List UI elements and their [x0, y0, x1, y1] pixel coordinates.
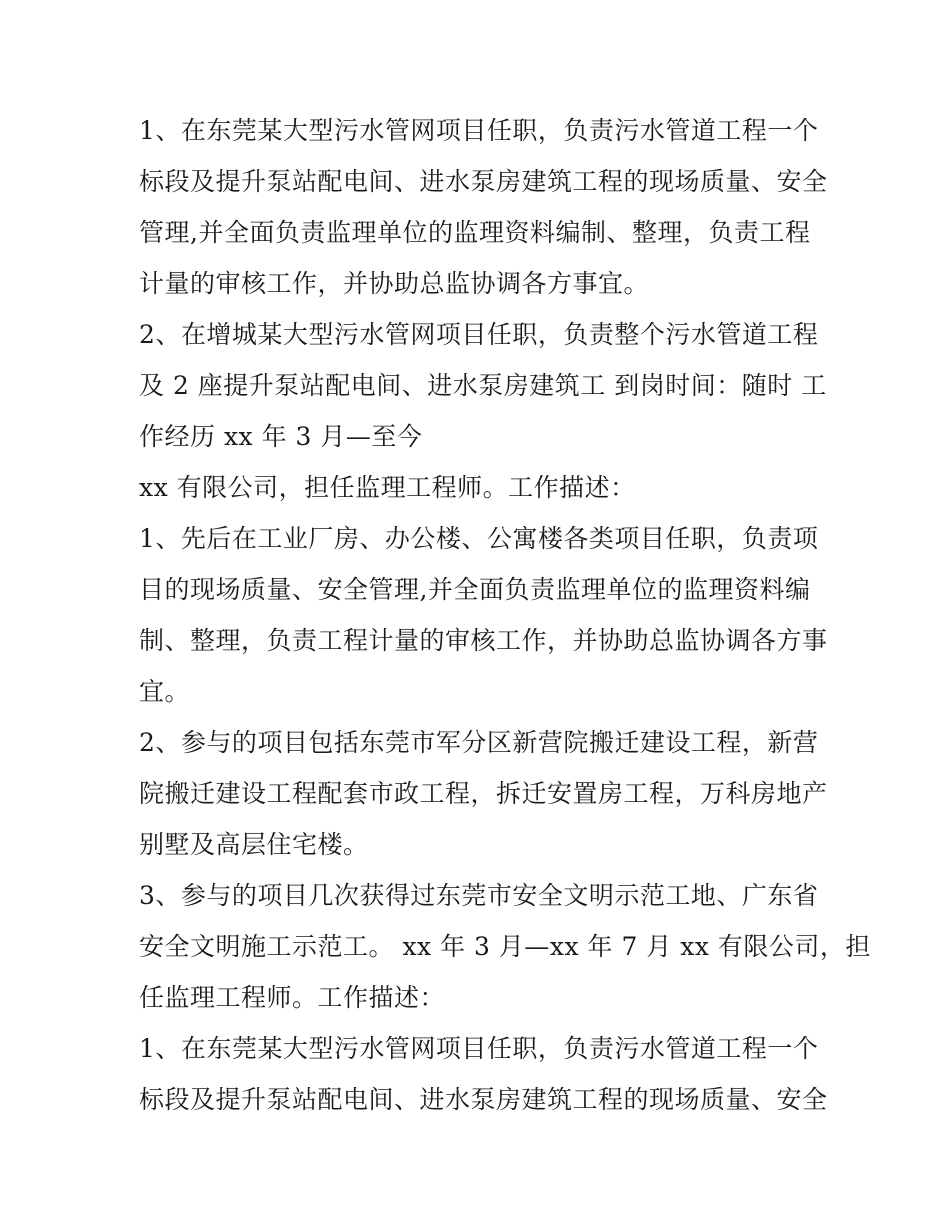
text-line: 计量的审核工作，并协助总监协调各方事宜。: [139, 269, 650, 298]
text-line: 作经历 xx 年 3 月—至今: [139, 422, 423, 451]
text-line: 任监理工程师。工作描述：: [139, 983, 446, 1012]
text-line: 及 2 座提升泵站配电间、进水泵房建筑工 到岗时间：随时 工: [139, 371, 827, 400]
text-line: 1、在东莞某大型污水管网项目任职，负责污水管道工程一个: [139, 116, 819, 145]
text-line: 标段及提升泵站配电间、进水泵房建筑工程的现场质量、安全: [139, 167, 828, 196]
document-body: [139, 105, 871, 1125]
text-line: 2、参与的项目包括东莞市军分区新营院搬迁建设工程，新营: [139, 728, 819, 757]
text-line: 宜。: [139, 677, 191, 706]
text-line: 制、整理，负责工程计量的审核工作，并协助总监协调各方事: [139, 626, 828, 655]
text-line: 安全文明施工示范工。 xx 年 3 月—xx 年 7 月 xx 有限公司，担: [139, 932, 871, 961]
text-line: xx 有限公司，担任监理工程师。工作描述：: [139, 473, 636, 502]
text-line: 3、参与的项目几次获得过东莞市安全文明示范工地、广东省: [139, 881, 819, 910]
text-line: 1、在东莞某大型污水管网项目任职，负责污水管道工程一个: [139, 1034, 819, 1063]
text-line: 标段及提升泵站配电间、进水泵房建筑工程的现场质量、安全: [139, 1085, 828, 1114]
text-line: 2、在增城某大型污水管网项目任职，负责整个污水管道工程: [139, 320, 819, 349]
text-line: 别墅及高层住宅楼。: [139, 830, 369, 859]
text-line: 管理,并全面负责监理单位的监理资料编制、整理，负责工程: [139, 218, 811, 247]
text-line: 目的现场质量、安全管理,并全面负责监理单位的监理资料编: [139, 575, 811, 604]
text-line: 院搬迁建设工程配套市政工程，拆迁安置房工程，万科房地产: [139, 779, 828, 808]
text-line: 1、先后在工业厂房、办公楼、公寓楼各类项目任职，负责项: [139, 524, 819, 553]
